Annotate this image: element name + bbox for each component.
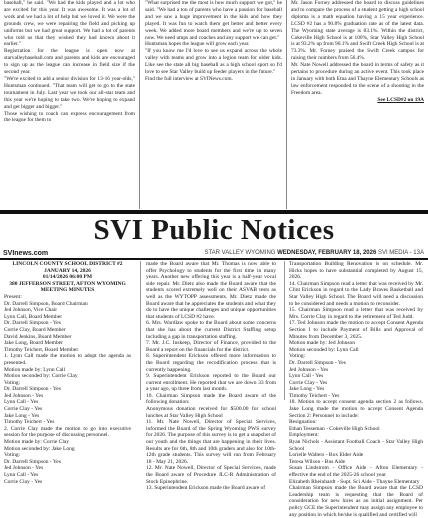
article-paragraph: Registration for the league is open now at starvalleybaseball.com and parents and kids are encouraged to sign up as the league can increase in field size if the second year. (4, 48, 135, 76)
notice-line: 12. Mr. Nate Nowell, Director of Special Services, made the Board aware of Procedure JLC-R Administration of Stock Epinephrine. (146, 465, 276, 485)
notice-line: Jake Long - Yes (4, 412, 40, 419)
column-divider (139, 0, 140, 209)
notice-line: Corrie Clay - Yes (4, 478, 43, 485)
paper-name: STAR VALLEY WYOMING (204, 250, 276, 256)
article-paragraph: Mr. Jason Forney addressed the board to discuss guidelines and to compare the process of a student getting a high school diploma is a math equation having a 15 year experience. LCSD #2 has a 90.8% graduation rate as of the latest data. The Wyoming state average is 83.1%. Within the district, Cokeville High School is at 100%, Star Valley High School is at 93.2% up from 90.1% and Swift Creek High School is at 73.3%. Mr. Forney praised the Swift Creek campus for raising their numbers from 56.4%. (291, 0, 424, 62)
notice-line: 9. Superintendent Erickson reported to the Board our current enrollment. He reported that we are down 33 from a year ago, up three from last month. (146, 373, 276, 393)
section-page: SVI MEDIA - 13A (377, 250, 424, 256)
article-column-2 (145, 0, 282, 83)
article-paragraph: "What surprised me the most is how much support we got," he said. "We had a ton of parents who have a passion for baseball and we saw a huge improvement in the kids and how they played. It was fun to watch them get better and better every week. We added more board members and we're up to seven now. We need umps and coaches and any support we can get." (145, 0, 282, 41)
continued-link[interactable]: See LCSD#2 on 19A (377, 96, 424, 103)
notice-line: 10. Chairman Simpson made the Board aware of the following donation: (146, 392, 276, 406)
notice-line: Elizabeth Rheinhardt - Supt. Sci Aide - Thayne Elementary (289, 478, 420, 485)
notice-line: Voting: (4, 379, 21, 386)
notice-line: 6. Mrs. Wardlaw spoke to the Board about some concerns that she has about the current District Staffing setup including a gap in transportation staffing. (146, 320, 276, 340)
notice-line: Motion made by: Corrie Clay (4, 439, 70, 446)
notice-line: Jed Johnson - Yes (4, 465, 44, 472)
notice-column-1 (4, 261, 131, 485)
notice-line: made the Board aware that Mr. Thomas is now able to offer Psychology to students for the first time in many years. Another new offering this year is a half-year vocal side repair. Mr. Dietz also made the Board aware that the students scored extremely well on their ASVAB tests as well as the WYTOPP assessments. Mr. Dietz made the Board aware that he appreciates the students and what they do to have the unique challenges and unique opportunities that students of LCSD #2 have. (146, 261, 276, 320)
article-paragraph: Those wishing to coach can express encouragement from the league for them to (4, 110, 135, 124)
notice-line: Transportation Building Renovation is on schedule. Mr. Hicks hopes to have substantial completed by August 15, 2026. (289, 261, 423, 281)
notice-line: Corrie Clay, Board Member (4, 326, 66, 333)
issue-date: WEDNESDAY, FEBRUARY 18, 2026 (277, 250, 377, 256)
notice-line: Resignation: (289, 419, 317, 426)
notice-line: David Jenkins, Board Member (4, 333, 72, 340)
notice-heading: MEETING MINUTES (40, 287, 95, 294)
notice-line: Ryan Nichols - Assistant Football Coach - Star Valley High School (289, 439, 423, 452)
column-divider (286, 0, 287, 209)
notice-line: Dr. Darrell Simpson - Yes (4, 320, 61, 327)
article-paragraph: Mr. Nate Nowell addressed the board in terms of safety as it pertains to procedure during an active event. This took place in January with both Etna and Thayne Elementary Schools as law enforcement responded to the scene of a shooting in the Freedom area. (291, 62, 424, 96)
notice-line: Dr. Darrell Simpson - Yes (289, 359, 346, 366)
notice-line: Lynn Call - Yes (289, 373, 324, 380)
article-paragraph: "We're excited to add a senior division for 13-16 year-olds," Huntsman continued. "That team will get to go to the state tournament in July. Last year we took our all-star team and this year we're hoping to take two. We're hoping to expand and get bigger and bigger." (4, 75, 135, 110)
notice-line: Chairman Simpson made the Board aware that the LCSD Leadership team is requesting that the Board of consideration for new hires as an initial assignment. Per policy GCE the Superintendent may assign any employee to any position in which he/she is qualified and certified will (289, 485, 423, 518)
page-title: SVI Public Notices (93, 214, 335, 246)
notice-line: Motion seconded by: Corrie Clay (4, 373, 78, 380)
notice-line: Lynn Call - Yes (4, 399, 39, 406)
notice-line: Motion made by: Jed Johnson (289, 340, 355, 347)
date-bar (0, 249, 428, 258)
notice-line: Jake Long, Board Member (4, 340, 63, 347)
notice-line: Jed Johnson - Yes (289, 366, 329, 373)
date-line (204, 249, 424, 258)
notice-line: Corrie Clay - Yes (4, 406, 43, 413)
notice-line: Lynn Call, Board Member (4, 313, 63, 320)
column-divider (284, 261, 285, 400)
notice-line: Dr. Darrell Simpson - Yes (4, 458, 61, 465)
notice-heading: JANUARY 14, 2026 (44, 267, 91, 274)
notice-line: Lorielle Walters - Box Elder Aide (289, 452, 364, 459)
column-divider (140, 261, 141, 400)
notice-line: Jake Long - Yes (289, 386, 325, 393)
notice-line: 17. Ted Johnson made the motion to accept Consent Agenda Section I to include Payment of Bills and Approval of Minutes from December 3, 2025. (289, 320, 423, 340)
notice-line: 14. Chairman Simpson read a letter that was received by Mr. Clint Erickson in regard to the Lady Braves Basketball and Star Valley High School. The Board will need a discussion to be considered and needs a motion to reconsider. (289, 280, 423, 307)
notice-line: 8. Superintendent Erickson offered more information to the Board regarding the recodification process that is currently happening. (146, 353, 276, 373)
notice-line: Teresa Wilson - Bus Aide (289, 458, 346, 465)
notice-line: Motion made by: Lynn Call (4, 366, 66, 373)
notice-line: Dr. Darrell Simpson, Board Chairman (4, 300, 88, 307)
notice-line: Lynn Call - Yes (4, 472, 39, 478)
notice-line: Motion seconded by: Lynn Call (289, 346, 359, 353)
site-name[interactable]: SVInews.com (3, 250, 49, 257)
notice-column-2 (146, 261, 276, 492)
notice-line: Dr. Darrell Simpson - Yes (4, 386, 61, 393)
article-paragraph: Find the full interview at SVINews.com. (145, 75, 233, 82)
notice-line: Voting: (4, 452, 21, 459)
notice-line: Employment: (289, 432, 319, 439)
notice-line: 11. Mr. Nate Nowell, Director of Special Services, informed the Board of the Spring Wyoming PWS survey for 2026. The purpose of this survey is to get a snapshot of our youth and the things that are happening in their lives. Results are for 6th, 8th and 10th graders and also for 10th-12th grade students. This survey will run from February 18 - May 21, 2026. (146, 419, 276, 465)
notice-line: Anonymous donation received for $500.00 for school lunches at Star Valley High School (146, 406, 276, 419)
notice-heading: 380 JEFFERSON STREET, AFTON WYOMING (9, 280, 126, 287)
notice-heading: 01/14/2026 06:00 PM (42, 274, 93, 281)
notice-column-3 (289, 261, 423, 518)
notice-line: Jed Johnson - Yes (4, 392, 44, 399)
notice-line: Susan Lindstrom - Office Aide - Afton Elementary - effective the end of the 2025-26 school year (289, 465, 423, 478)
notice-line: 15. Chairman Simpson read a letter that was received by Mrs. Corrie Clay in regard to the retirement of Ted Judd. (289, 307, 423, 320)
article-paragraph: baseball," he said. "We had the kids played and a lot who are excited for this year. It was awesome. It was a lot of work and we had a lot of help but we loved it. We were the grounds crew, we were repairing the field and picking up uniforms but we had great support. We had a lot of parents who told us that they wished they had known about it earlier." (4, 0, 135, 48)
notice-line: 7. Mr. J.C. Inskeep, Director of Finance, provided to the Board a report on the financials for the district. (146, 340, 276, 353)
notice-line: 18. Motion to accept consent agenda section 2 as follows. Jake Long made the motion to accept Consent Agenda Section 2: Personnel to include: (289, 399, 423, 419)
notice-line: Corrie Clay - Yes (289, 379, 328, 386)
notice-line: 13. Superintendent Erickson made the Board aware of (146, 485, 266, 492)
notice-line: Ethan Tesseman - Cokeville High School (289, 425, 380, 432)
notice-heading: LINCOLN COUNTY SCHOOL DISTRICT #2 (12, 261, 123, 267)
notice-line: 2. Corrie Clay made the motion to go into executive session for the purpose of discussing personnel. (4, 425, 131, 439)
notice-line: Present: (4, 293, 22, 300)
notice-line: Voting: (289, 353, 306, 360)
article-column-3 (291, 0, 424, 104)
notices-rule (0, 258, 428, 260)
notice-line: Timothy Teichert - Yes (4, 419, 55, 426)
article-column-1 (4, 0, 135, 124)
notice-line: 1. Lynn Call made the motion to adopt the agenda as presented. (4, 353, 131, 366)
notice-line: Timothy Teichert, Board Member (4, 346, 79, 353)
article-paragraph: Huntsman hopes the league will grow each year. (145, 41, 250, 48)
notice-line: Jed Johnson, Vice Chair (4, 307, 58, 314)
article-paragraph: "If you know me I'd love to see us expand across the whole valley with teams and grow into a legion team for older kids. Like see the state all big baseball as a high school sport so I'd love to see Star Valley build up feeder players in the future." (145, 48, 282, 76)
notice-line: Timothy Teichert - Yes (289, 392, 340, 399)
notice-line: Motion seconded by: Jake Long (4, 445, 75, 452)
article-section (0, 0, 428, 209)
